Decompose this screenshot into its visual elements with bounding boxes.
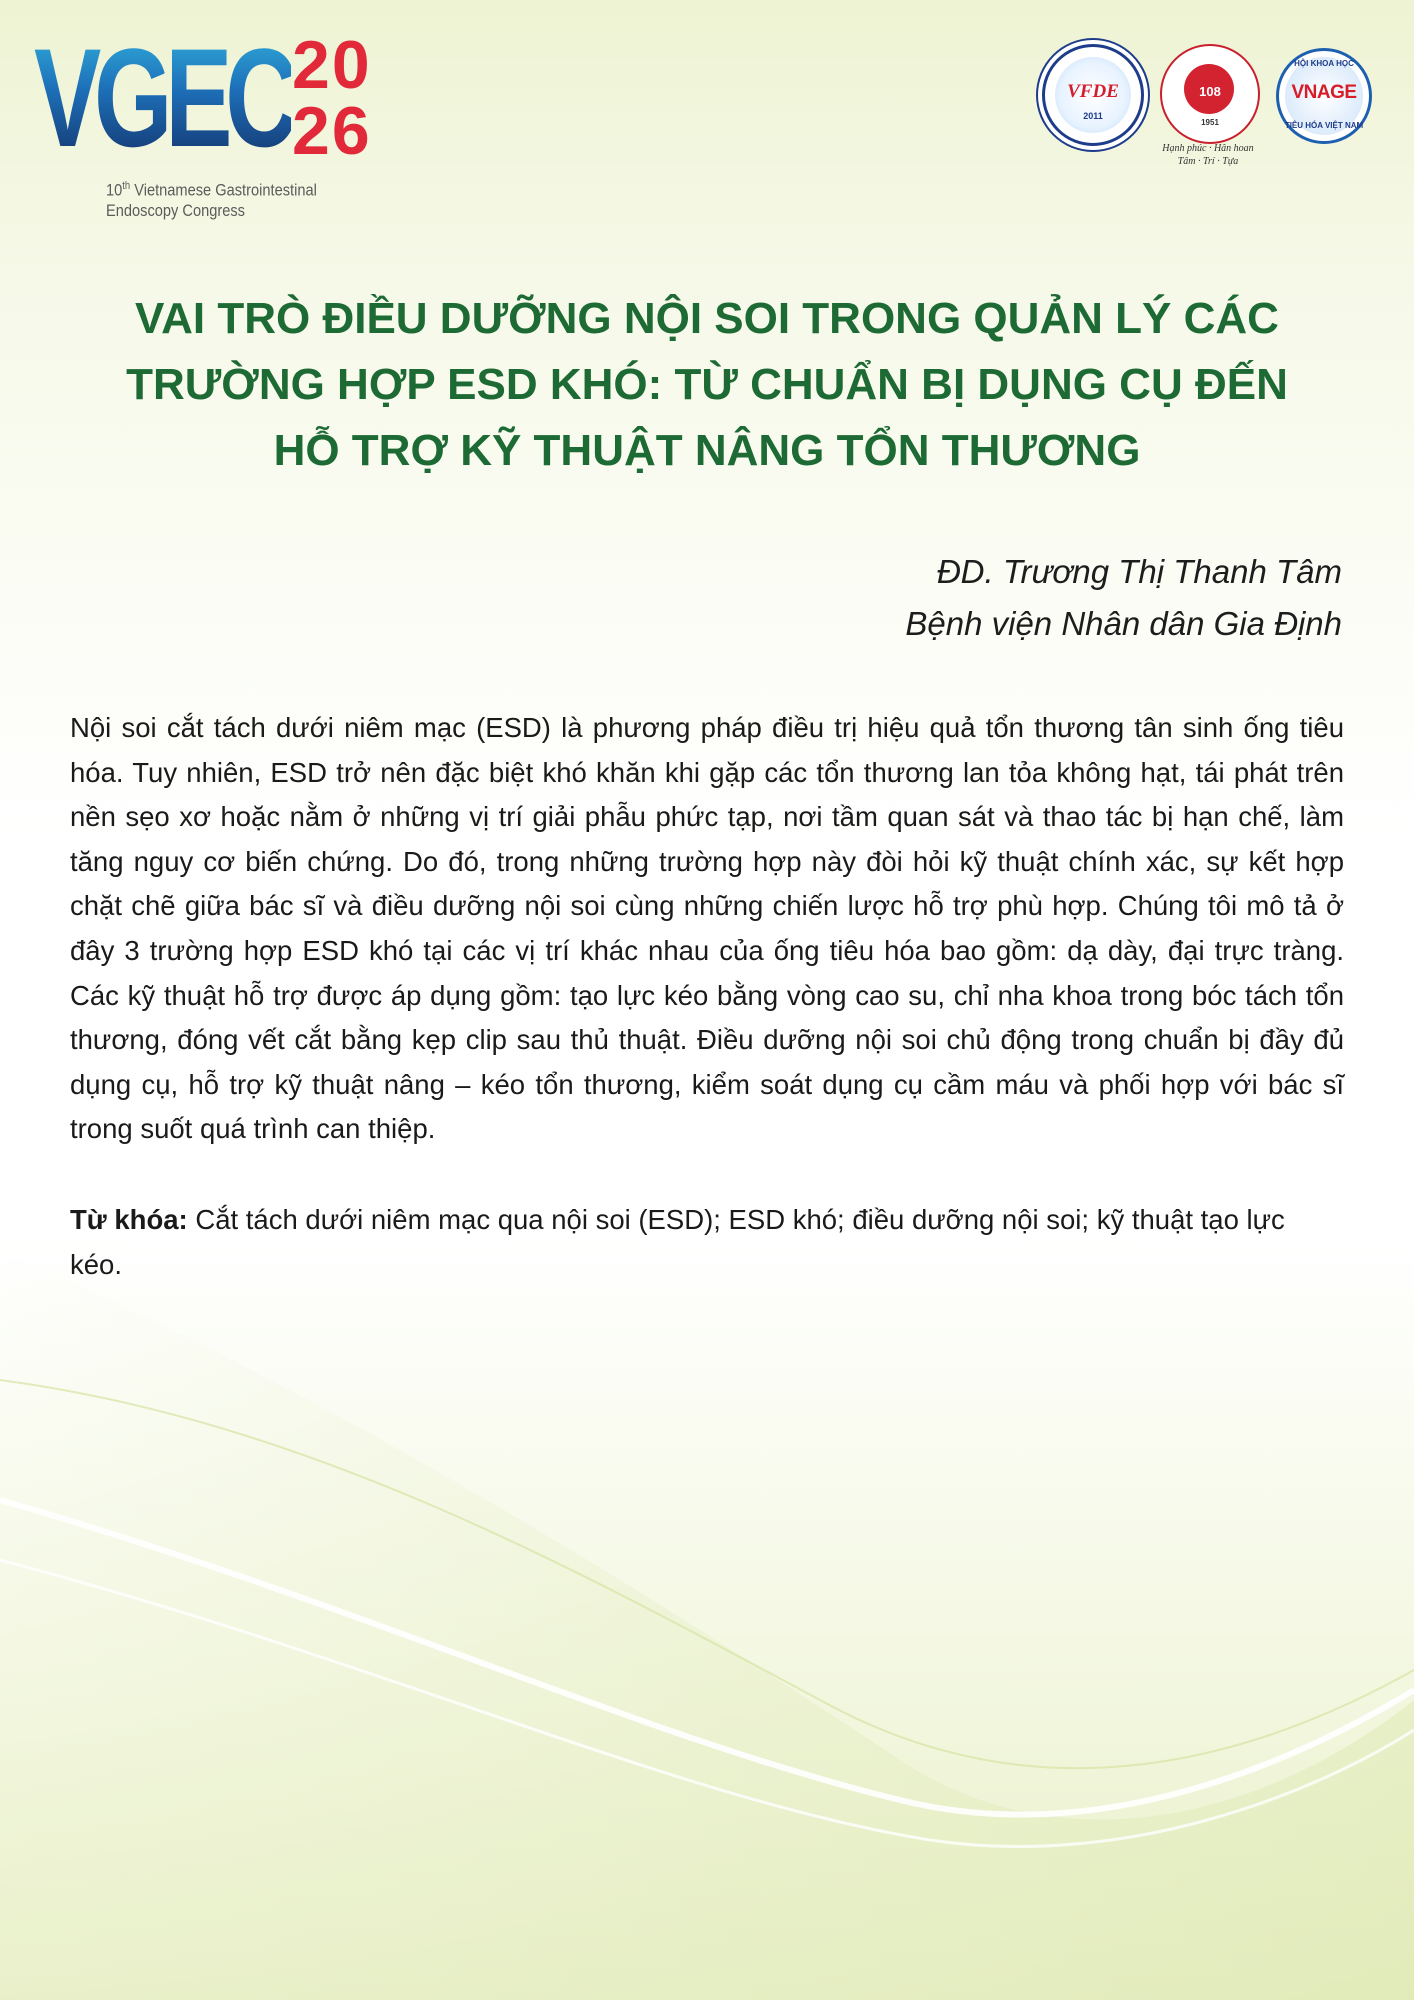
author-affiliation: Bệnh viện Nhân dân Gia Định bbox=[905, 605, 1342, 642]
logo-brand: VGEC bbox=[34, 19, 291, 176]
keywords bbox=[70, 1198, 1344, 1287]
vnage-seal: HỘI KHOA HỌC VNAGE TIÊU HÓA VIỆT NAM bbox=[1276, 48, 1372, 144]
vgec-logo bbox=[34, 19, 414, 220]
paper-title: VAI TRÒ ĐIỀU DƯỠNG NỘI SOI TRONG QUẢN LÝ CÁC TRƯỜNG HỢP ESD KHÓ: TỪ CHUẨN BỊ DỤNG CỤ ĐẾN HỖ TRỢ KỸ THUẬT NÂNG TỔN THƯƠNG bbox=[126, 294, 1288, 475]
keywords-text: Cắt tách dưới niêm mạc qua nội soi (ESD); ESD khó; điều dưỡng nội soi; kỹ thuật tạo lực kéo. bbox=[70, 1204, 1285, 1280]
abstract-text: Nội soi cắt tách dưới niêm mạc (ESD) là phương pháp điều trị hiệu quả tổn thương tân sinh ống tiêu hóa. Tuy nhiên, ESD trở nên đặc biệt khó khăn khi gặp các tổn thương lan tỏa không hạt, tái phát trên nền sẹo xơ hoặc nằm ở những vị trí giải phẫu phức tạp, nơi tầm quan sát và thao tác bị hạn chế, làm tăng nguy cơ biến chứng. Do đó, trong những trường hợp này đòi hỏi kỹ thuật chính xác, sự kết hợp chặt chẽ giữa bác sĩ và điều dưỡng nội soi cùng những chiến lược hỗ trợ phù hợp. Chúng tôi mô tả ở đây 3 trường hợp ESD khó tại các vị trí khác nhau của ống tiêu hóa bao gồm: dạ dày, đại trực tràng. Các kỹ thuật hỗ trợ được áp dụng gồm: tạo lực kéo bằng vòng cao su, chỉ nha khoa trong bóc tách tổn thương, đóng vết cắt bằng kẹp clip sau thủ thuật. Điều dưỡng nội soi chủ động trong chuẩn bị đầy đủ dụng cụ, hỗ trợ kỹ thuật nâng – kéo tổn thương, kiểm soát dụng cụ cầm máu và phối hợp với bác sĩ trong suốt quá trình can thiệp. bbox=[70, 712, 1344, 1145]
author-name: ĐD. Trương Thị Thanh Tâm bbox=[936, 553, 1342, 590]
author-block bbox=[905, 546, 1342, 650]
hospital-108-seal: 108 1951 bbox=[1160, 44, 1260, 144]
logo-subtitle: 10th Vietnamese Gastrointestinal Endoscopy Congress bbox=[106, 180, 317, 220]
logo-year: 20 26 bbox=[292, 27, 372, 169]
hospital-108-motto: Hạnh phúc · Hân hoan Tâm · Trí · Tựa bbox=[1162, 143, 1254, 167]
vfde-seal: VFDE 2011 bbox=[1042, 44, 1144, 146]
keywords-label: Từ khóa: bbox=[70, 1204, 188, 1235]
